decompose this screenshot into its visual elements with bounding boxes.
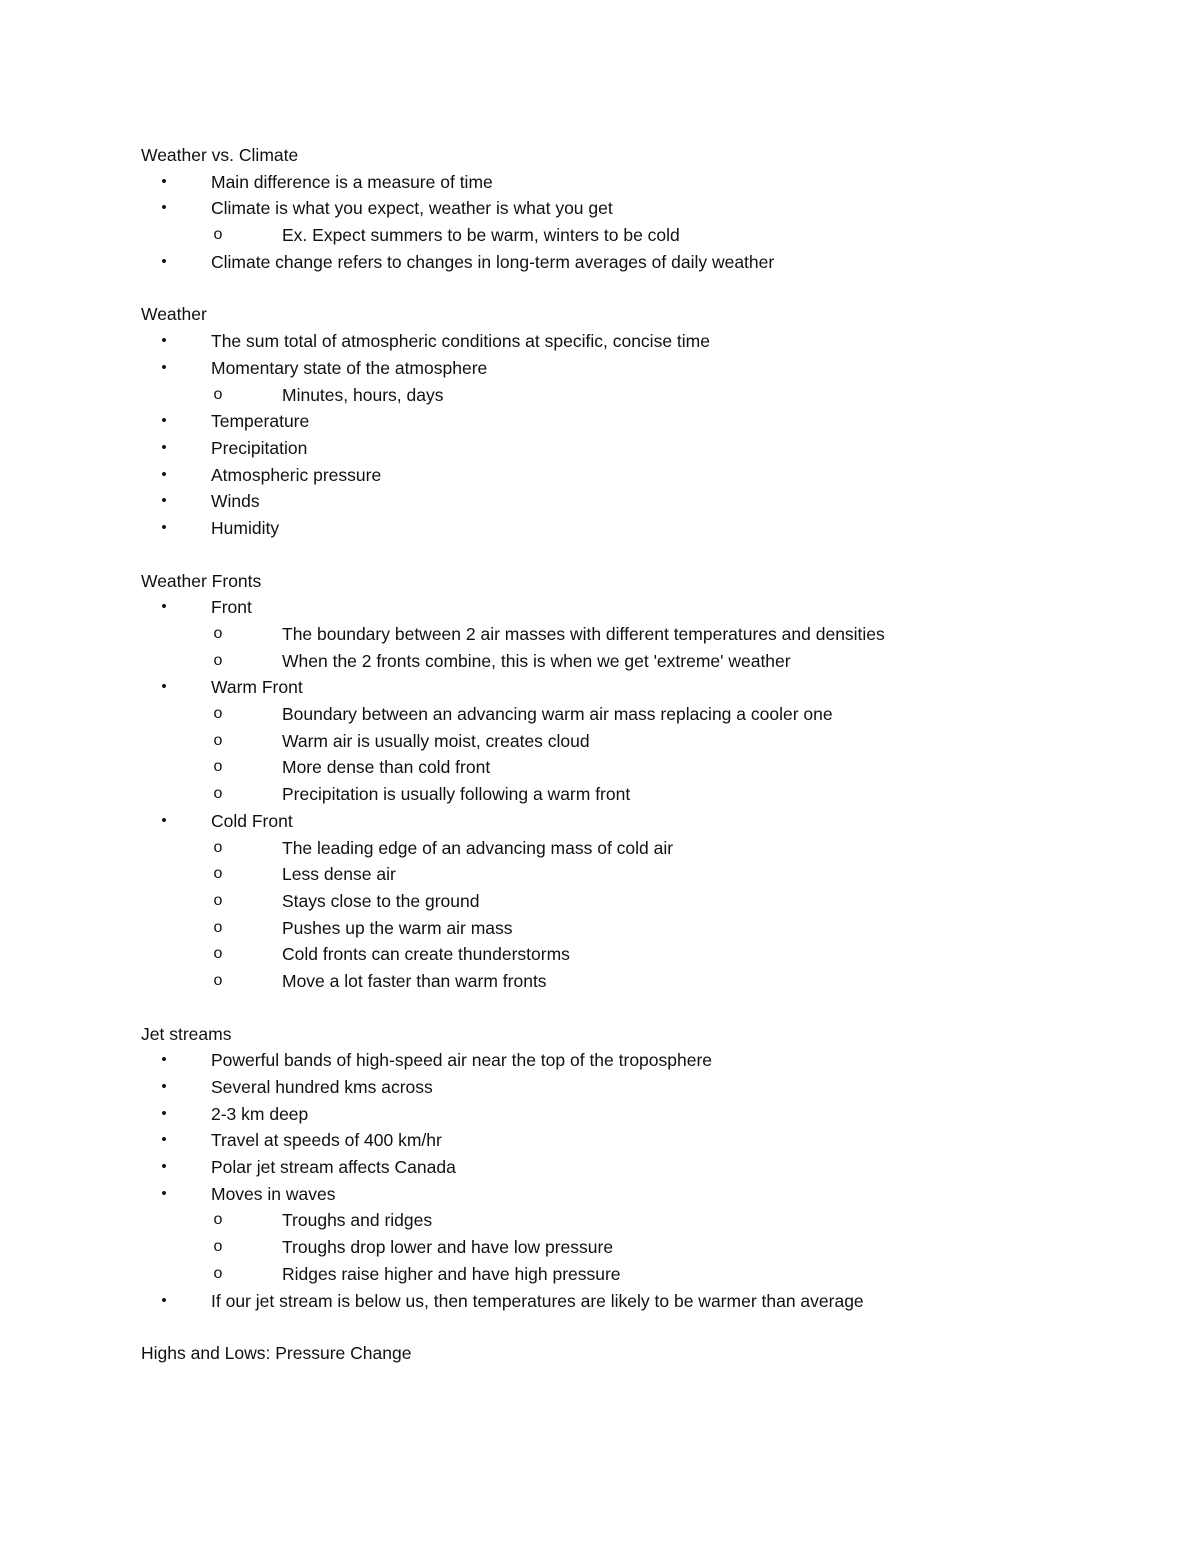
bullet-item: [141, 249, 1121, 276]
bullet-icon: •: [161, 465, 167, 483]
sub-bullet-item: [141, 1234, 1121, 1261]
sub-bullet-item: [141, 222, 1121, 249]
section-heading-jet-streams: Jet streams: [141, 1023, 232, 1044]
bullet-item: [141, 195, 1121, 222]
sub-bullet-item: [141, 941, 1121, 968]
bullet-icon: •: [161, 1184, 167, 1202]
section-spacer: [141, 275, 1121, 301]
bullet-item: [141, 674, 1121, 701]
bullet-item: [141, 1074, 1121, 1101]
bullet-item: [141, 1047, 1121, 1074]
bullet-text: Warm Front: [211, 677, 303, 698]
circle-bullet-icon: o: [213, 1238, 223, 1256]
bullet-item: [141, 488, 1121, 515]
sub-bullet-item: [141, 1207, 1121, 1234]
section-spacer: [141, 542, 1121, 568]
sub-bullet-text: Minutes, hours, days: [282, 384, 444, 405]
sub-bullet-text: Boundary between an advancing warm air mass replacing a cooler one: [282, 704, 833, 725]
bullet-icon: •: [161, 438, 167, 456]
bullet-text: 2-3 km deep: [211, 1103, 309, 1124]
bullet-icon: •: [161, 358, 167, 376]
section-heading-highs-and-lows-pressure-change: Highs and Lows: Pressure Change: [141, 1343, 412, 1364]
bullet-icon: •: [161, 332, 167, 350]
sub-bullet-text: Stays close to the ground: [282, 890, 480, 911]
bullet-icon: •: [161, 678, 167, 696]
sub-bullet-item: [141, 861, 1121, 888]
bullet-text: Precipitation: [211, 437, 308, 458]
bullet-item: [141, 1154, 1121, 1181]
circle-bullet-icon: o: [213, 226, 223, 244]
sub-bullet-text: Troughs drop lower and have low pressure: [282, 1237, 614, 1258]
sub-bullet-item: [141, 888, 1121, 915]
section-heading-weather: Weather: [141, 304, 207, 325]
circle-bullet-icon: o: [213, 385, 223, 403]
sub-bullet-item: [141, 968, 1121, 995]
circle-bullet-icon: o: [213, 918, 223, 936]
bullet-icon: •: [161, 1051, 167, 1069]
bullet-icon: •: [161, 1131, 167, 1149]
bullet-text: Polar jet stream affects Canada: [211, 1157, 456, 1178]
circle-bullet-icon: o: [213, 785, 223, 803]
bullet-icon: •: [161, 492, 167, 510]
bullet-text: Climate change refers to changes in long-term averages of daily weather: [211, 251, 775, 272]
circle-bullet-icon: o: [213, 838, 223, 856]
sub-bullet-text: Ex. Expect summers to be warm, winters to be cold: [282, 225, 680, 246]
bullet-text: Atmospheric pressure: [211, 464, 382, 485]
sub-bullet-text: The leading edge of an advancing mass of cold air: [282, 837, 674, 858]
bullet-item: [141, 355, 1121, 382]
bullet-icon: •: [161, 1104, 167, 1122]
bullet-item: [141, 408, 1121, 435]
section-heading-weather-fronts: Weather Fronts: [141, 570, 262, 591]
bullet-text: Travel at speeds of 400 km/hr: [211, 1130, 442, 1151]
sub-bullet-item: [141, 1261, 1121, 1288]
bullet-item: [141, 1181, 1121, 1208]
bullet-item: [141, 515, 1121, 542]
bullet-icon: •: [161, 598, 167, 616]
bullet-item: [141, 462, 1121, 489]
circle-bullet-icon: o: [213, 705, 223, 723]
bullet-text: Powerful bands of high-speed air near the top of the troposphere: [211, 1050, 713, 1071]
bullet-item: [141, 594, 1121, 621]
bullet-text: Winds: [211, 491, 260, 512]
circle-bullet-icon: o: [213, 1264, 223, 1282]
bullet-text: If our jet stream is below us, then temperatures are likely to be warmer than average: [211, 1290, 864, 1311]
sub-bullet-text: Cold fronts can create thunderstorms: [282, 944, 570, 965]
circle-bullet-icon: o: [213, 625, 223, 642]
sub-bullet-text: Ridges raise higher and have high pressure: [282, 1263, 621, 1284]
bullet-text: Momentary state of the atmosphere: [211, 357, 488, 378]
sub-bullet-item: [141, 382, 1121, 409]
sub-bullet-item: [141, 915, 1121, 942]
bullet-icon: •: [161, 518, 167, 536]
bullet-item: [141, 1288, 1121, 1315]
bullet-item: [141, 435, 1121, 462]
bullet-icon: •: [161, 1158, 167, 1176]
circle-bullet-icon: o: [213, 971, 223, 989]
bullet-text: Front: [211, 597, 252, 618]
circle-bullet-icon: o: [213, 865, 223, 883]
section-spacer: [141, 995, 1121, 1021]
bullet-text: Humidity: [211, 517, 280, 538]
bullet-text: Main difference is a measure of time: [211, 171, 493, 192]
sub-bullet-item: [141, 728, 1121, 755]
bullet-item: [141, 808, 1121, 835]
circle-bullet-icon: o: [213, 731, 223, 749]
bullet-icon: •: [161, 1291, 167, 1309]
bullet-icon: •: [161, 811, 167, 829]
sub-bullet-text: More dense than cold front: [282, 757, 491, 778]
bullet-text: Several hundred kms across: [211, 1077, 433, 1097]
bullet-icon: •: [161, 412, 167, 430]
circle-bullet-icon: o: [213, 651, 223, 669]
bullet-text: The sum total of atmospheric conditions at specific, concise time: [211, 331, 710, 352]
sub-bullet-text: Pushes up the warm air mass: [282, 917, 513, 938]
sub-bullet-text: Warm air is usually moist, creates cloud: [282, 730, 590, 751]
bullet-icon: •: [161, 199, 167, 217]
bullet-icon: •: [161, 252, 167, 270]
bullet-item: [141, 169, 1121, 196]
circle-bullet-icon: o: [213, 891, 223, 909]
sub-bullet-text: The boundary between 2 air masses with different temperatures and densities: [282, 624, 885, 644]
circle-bullet-icon: o: [213, 1211, 223, 1229]
sub-bullet-text: Less dense air: [282, 864, 396, 885]
section-heading-weather-vs-climate: Weather vs. Climate: [141, 145, 299, 165]
sub-bullet-text: Move a lot faster than warm fronts: [282, 970, 547, 991]
sub-bullet-item: [141, 781, 1121, 808]
section-spacer: [141, 1314, 1121, 1340]
bullet-text: Temperature: [211, 411, 310, 432]
document-body: [141, 142, 1121, 1367]
sub-bullet-text: When the 2 fronts combine, this is when we get 'extreme' weather: [282, 650, 791, 671]
sub-bullet-item: [141, 754, 1121, 781]
sub-bullet-item: [141, 621, 1121, 648]
sub-bullet-item: [141, 648, 1121, 675]
sub-bullet-item: [141, 701, 1121, 728]
bullet-icon: •: [161, 1078, 167, 1095]
bullet-text: Climate is what you expect, weather is what you get: [211, 198, 613, 219]
circle-bullet-icon: o: [213, 945, 223, 963]
bullet-item: [141, 1101, 1121, 1128]
bullet-item: [141, 1127, 1121, 1154]
sub-bullet-text: Precipitation is usually following a warm front: [282, 784, 631, 805]
bullet-icon: •: [161, 172, 167, 190]
sub-bullet-text: Troughs and ridges: [282, 1210, 433, 1231]
bullet-text: Cold Front: [211, 810, 293, 831]
bullet-text: Moves in waves: [211, 1183, 336, 1204]
bullet-item: [141, 328, 1121, 355]
circle-bullet-icon: o: [213, 758, 223, 776]
sub-bullet-item: [141, 835, 1121, 862]
